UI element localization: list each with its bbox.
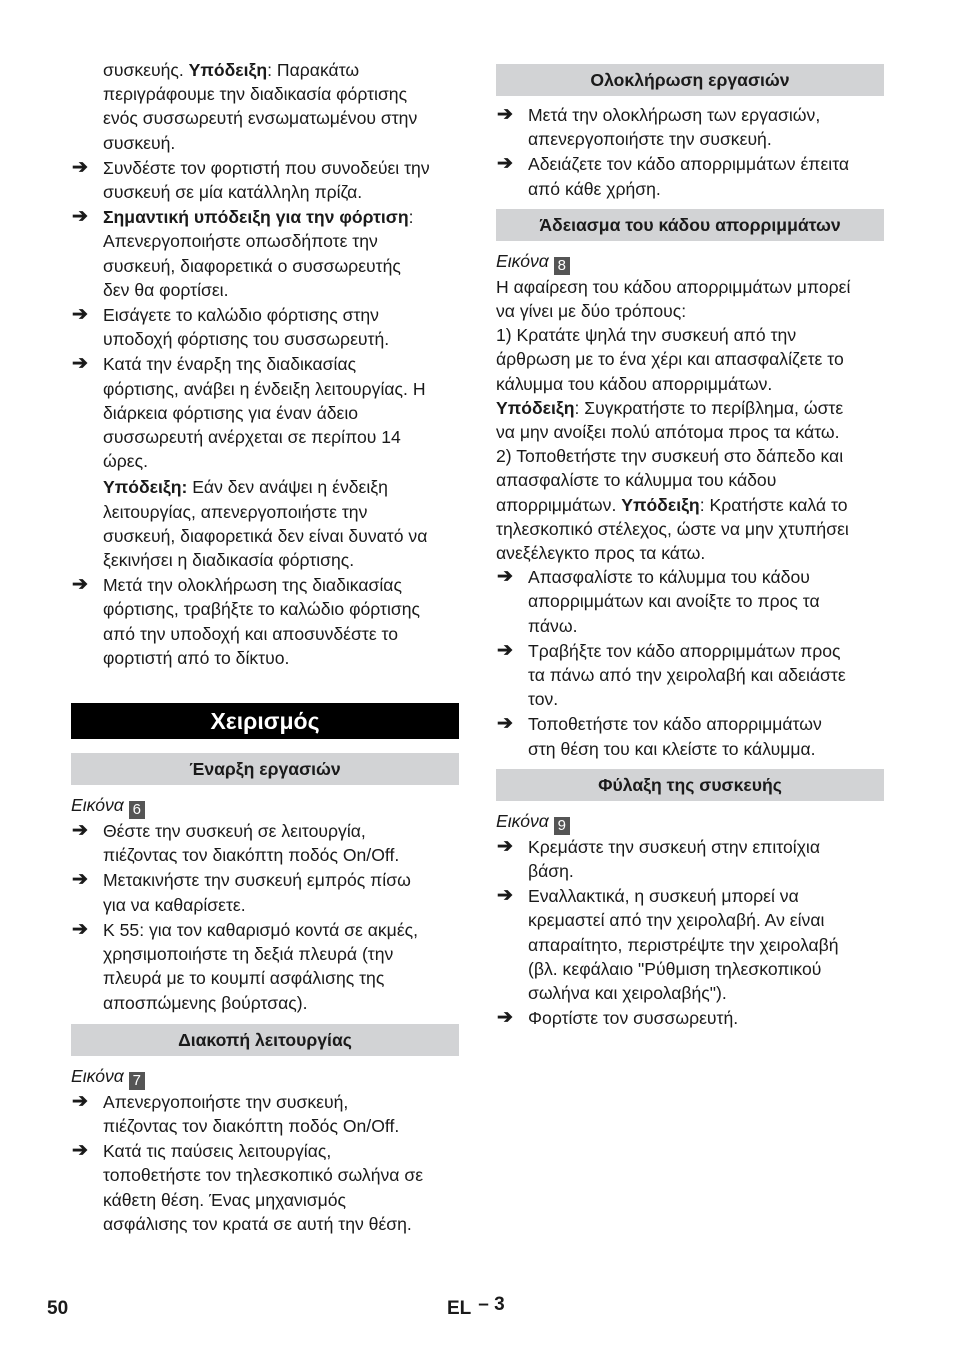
- list-item: [71, 573, 459, 670]
- sub-page-number: 3: [494, 1294, 505, 1315]
- item-text: συσκευή, διαφορετικά ο συσσωρευτής: [103, 255, 401, 276]
- figure-label: Εικόνα: [496, 810, 549, 831]
- item-text: Κατά τις παύσεις λειτουργίας,: [103, 1141, 332, 1162]
- arrow-right-icon: ➔: [72, 304, 88, 326]
- figure-label: Εικόνα: [71, 1065, 124, 1086]
- item-text: τον.: [528, 689, 559, 710]
- page-number: 50: [47, 1298, 69, 1319]
- paragraph-line: : Συγκρατήστε το περίβλημα, ώστε: [574, 397, 844, 418]
- item-text: πιέζοντας τον διακόπτη ποδός On/Off.: [103, 845, 400, 866]
- arrow-right-icon: ➔: [72, 574, 88, 596]
- item-text: Φορτίστε τον συσσωρευτή.: [528, 1008, 739, 1029]
- item-text: Μετά την ολοκλήρωση της διαδικασίας: [103, 575, 402, 596]
- paragraph-line: απορριμμάτων.: [496, 494, 622, 515]
- item-text: Απασφαλίστε το κάλυμμα του κάδου: [528, 567, 810, 588]
- arrow-right-icon: ➔: [497, 153, 513, 175]
- list-item: [71, 205, 459, 302]
- paragraph-line: κάλυμμα του κάδου απορριμμάτων.: [496, 373, 773, 394]
- list-item: [496, 565, 884, 638]
- arrow-right-icon: ➔: [72, 206, 88, 228]
- list-item: [71, 1139, 459, 1236]
- item-text: τοποθετήστε τον τηλεσκοπικό σωλήνα σε: [103, 1165, 424, 1186]
- list-item: [496, 712, 884, 760]
- subsection-heading-stop: Διακοπή λειτουργίας: [71, 1024, 459, 1056]
- item-text: σωλήνα και χειρολαβής").: [528, 983, 727, 1004]
- list-item: [71, 156, 459, 204]
- item-text: συσσωρευτή ανέρχεται σε περίπου 14: [103, 427, 401, 448]
- list-item: [496, 152, 884, 200]
- arrow-right-icon: ➔: [72, 820, 88, 842]
- list-item: [496, 884, 884, 1005]
- item-text: δεν θα φορτίσει.: [103, 279, 229, 300]
- item-text: φόρτισης, ανάβει η ένδειξη λειτουργίας. Η: [103, 378, 426, 399]
- note-paragraph: [71, 475, 459, 572]
- list-item: [71, 918, 459, 1015]
- arrow-right-icon: ➔: [497, 885, 513, 907]
- list-item: [71, 303, 459, 351]
- list-item: [71, 819, 459, 867]
- item-text: απορριμμάτων και ανοίξτε το προς τα: [528, 591, 820, 612]
- figure-number-badge: 9: [554, 817, 570, 835]
- arrow-right-icon: ➔: [497, 566, 513, 588]
- footer-subpage: [478, 1294, 504, 1315]
- subsection-heading-finish: Ολοκλήρωση εργασιών: [496, 64, 884, 96]
- note-text: λειτουργίας, απενεργοποιήστε την: [103, 501, 368, 522]
- item-text: χρησιμοποιήστε τη δεξιά πλευρά (την: [103, 944, 394, 965]
- paragraph-line: 2) Τοποθετήστε την συσκευή στο δάπεδο και: [496, 446, 844, 467]
- paragraph-line: Η αφαίρεση του κάδου απορριμμάτων μπορεί: [496, 276, 851, 297]
- note-text: Εάν δεν ανάψει η ένδειξη: [187, 477, 388, 498]
- paragraph-line: άρθρωση με το ένα χέρι και απασφαλίζετε το: [496, 349, 844, 370]
- paragraph-line: 1) Κρατάτε ψηλά την συσκευή από την: [496, 325, 797, 346]
- list-item: [71, 868, 459, 916]
- arrow-right-icon: ➔: [72, 869, 88, 891]
- item-text: κρεμαστεί από την χειρολαβή. Αν είναι: [528, 910, 825, 931]
- item-text: Απενεργοποιήστε οπωσδήποτε την: [103, 231, 378, 252]
- item-text: Εναλλακτικά, η συσκευή μπορεί να: [528, 886, 799, 907]
- item-text: πάνω.: [528, 615, 578, 636]
- figure-label: Εικόνα: [71, 795, 124, 816]
- item-text: Τραβήξτε τον κάδο απορριμμάτων προς: [528, 640, 841, 661]
- section-heading: Χειρισμός: [71, 703, 459, 739]
- item-text: τα πάνω από την χειρολαβή και αδειάστε: [528, 665, 846, 686]
- left-column: [71, 58, 459, 1236]
- item-text: Εισάγετε το καλώδιο φόρτισης στην: [103, 305, 379, 326]
- intro-paragraph: [71, 58, 459, 155]
- figure-number-badge: 6: [129, 801, 145, 819]
- footer-dash: –: [478, 1294, 489, 1315]
- list-item: [71, 352, 459, 473]
- language-code: EL: [447, 1298, 471, 1319]
- item-text: στη θέση του και κλείστε το κάλυμμα.: [528, 738, 816, 759]
- item-text: Θέστε την συσκευή σε λειτουργία,: [103, 821, 366, 842]
- note-text: συσκευή, διαφορετικά δεν είναι δυνατό να: [103, 525, 428, 546]
- item-text: πλευρά με το κουμπί ασφάλισης της: [103, 968, 385, 989]
- paragraph-line: : Κρατήστε καλά το: [699, 494, 848, 515]
- hint-label: Υπόδειξη: [496, 397, 575, 418]
- figure-number-badge: 7: [129, 1072, 145, 1090]
- item-text: πιέζοντας τον διακόπτη ποδός On/Off.: [103, 1115, 400, 1136]
- paragraph-line: ανεξέλεγκτο προς τα κάτω.: [496, 543, 706, 564]
- note-label: Υπόδειξη:: [103, 477, 188, 498]
- item-text: K 55: για τον καθαρισμό κοντά σε ακμές,: [103, 919, 419, 940]
- item-text: Απενεργοποιήστε την συσκευή,: [103, 1091, 349, 1112]
- item-text: απενεργοποιήστε την συσκευή.: [528, 129, 772, 150]
- item-text: ώρες.: [103, 451, 148, 472]
- item-text: Κατά την έναρξη της διαδικασίας: [103, 354, 357, 375]
- item-text: Κρεμάστε την συσκευή στην επιτοίχια: [528, 836, 821, 857]
- arrow-right-icon: ➔: [72, 353, 88, 375]
- item-text: βάση.: [528, 861, 574, 882]
- item-text: :: [408, 207, 414, 228]
- item-text: για να καθαρίσετε.: [103, 894, 246, 915]
- arrow-right-icon: ➔: [497, 713, 513, 735]
- paragraph-line: απασφαλίστε το κάλυμμα του κάδου: [496, 470, 777, 491]
- paragraph-line: να γίνει με δύο τρόπους:: [496, 301, 687, 322]
- list-item: [496, 639, 884, 712]
- intro-line: συσκευής. Υπόδειξη: Παρακάτω: [103, 60, 360, 80]
- intro-line: ενός συσσωρευτή ενσωματωμένου στην: [103, 108, 418, 129]
- item-text: κάθετη θέση. Ένας μηχανισμός: [103, 1189, 347, 1210]
- list-item: [71, 1090, 459, 1138]
- item-text: Μετά την ολοκλήρωση των εργασιών,: [528, 105, 821, 125]
- list-item: [496, 835, 884, 883]
- note-text: ξεκινήσει η διαδικασία φόρτισης.: [103, 550, 355, 571]
- item-text: Αδειάζετε τον κάδο απορριμμάτων έπειτα: [528, 154, 850, 175]
- emptying-paragraph: [496, 275, 884, 565]
- item-text: απαραίτητο, περιστρέψτε την χειρολαβή: [528, 934, 839, 955]
- item-text: φόρτισης, τραβήξτε το καλώδιο φόρτισης: [103, 599, 421, 620]
- important-note-label: Σημαντική υπόδειξη για την φόρτιση: [103, 207, 409, 228]
- item-text: υποδοχή φόρτισης του συσσωρευτή.: [103, 329, 390, 350]
- item-text: φορτιστή από το δίκτυο.: [103, 647, 290, 668]
- arrow-right-icon: ➔: [497, 639, 513, 661]
- item-text: Συνδέστε τον φορτιστή που συνοδεύει την: [103, 157, 430, 178]
- arrow-right-icon: ➔: [72, 156, 88, 178]
- hint-label: Υπόδειξη: [621, 494, 700, 515]
- figure-reference: [496, 249, 884, 275]
- intro-line: περιγράφουμε την διαδικασία φόρτισης: [103, 84, 408, 105]
- arrow-right-icon: ➔: [497, 835, 513, 857]
- subsection-heading-start: Έναρξη εργασιών: [71, 753, 459, 785]
- item-text: από την υποδοχή και αποσυνδέστε το: [103, 623, 399, 644]
- subsection-heading-storage: Φύλαξη της συσκευής: [496, 769, 884, 801]
- item-text: Μετακινήστε την συσκευή εμπρός πίσω: [103, 870, 411, 891]
- figure-reference: [496, 809, 884, 835]
- paragraph-line: τηλεσκοπικό στέλεχος, ώστε να μην χτυπήσει: [496, 518, 849, 539]
- figure-reference: [71, 793, 459, 819]
- list-item: [496, 103, 884, 151]
- arrow-right-icon: ➔: [497, 104, 513, 125]
- item-text: από κάθε χρήση.: [528, 178, 661, 199]
- figure-label: Εικόνα: [496, 250, 549, 271]
- paragraph-line: να μην ανοίξει πολύ απότομα προς τα κάτω.: [496, 422, 840, 443]
- arrow-right-icon: ➔: [72, 918, 88, 940]
- item-text: διάρκεια φόρτισης για έναν άδειο: [103, 402, 359, 423]
- arrow-right-icon: ➔: [72, 1090, 88, 1112]
- subsection-heading-emptying: Άδειασμα του κάδου απορριμμάτων: [496, 209, 884, 241]
- item-text: (βλ. κεφάλαιο "Ρύθμιση τηλεσκοπικού: [528, 958, 822, 979]
- figure-reference: [71, 1064, 459, 1090]
- item-text: Τοποθετήστε τον κάδο απορριμμάτων: [528, 714, 822, 735]
- intro-line: συσκευή.: [103, 132, 176, 153]
- footer-lang: [447, 1294, 505, 1321]
- figure-number-badge: 8: [554, 257, 570, 275]
- list-item: [496, 1006, 884, 1030]
- right-column: [496, 64, 884, 1031]
- item-text: αποσπώμενης βούρτσας).: [103, 992, 308, 1013]
- arrow-right-icon: ➔: [497, 1007, 513, 1029]
- item-text: συσκευή σε μία κατάλληλη πρίζα.: [103, 182, 363, 203]
- item-text: ασφάλισης τον κρατά σε αυτή την θέση.: [103, 1213, 412, 1234]
- arrow-right-icon: ➔: [72, 1140, 88, 1162]
